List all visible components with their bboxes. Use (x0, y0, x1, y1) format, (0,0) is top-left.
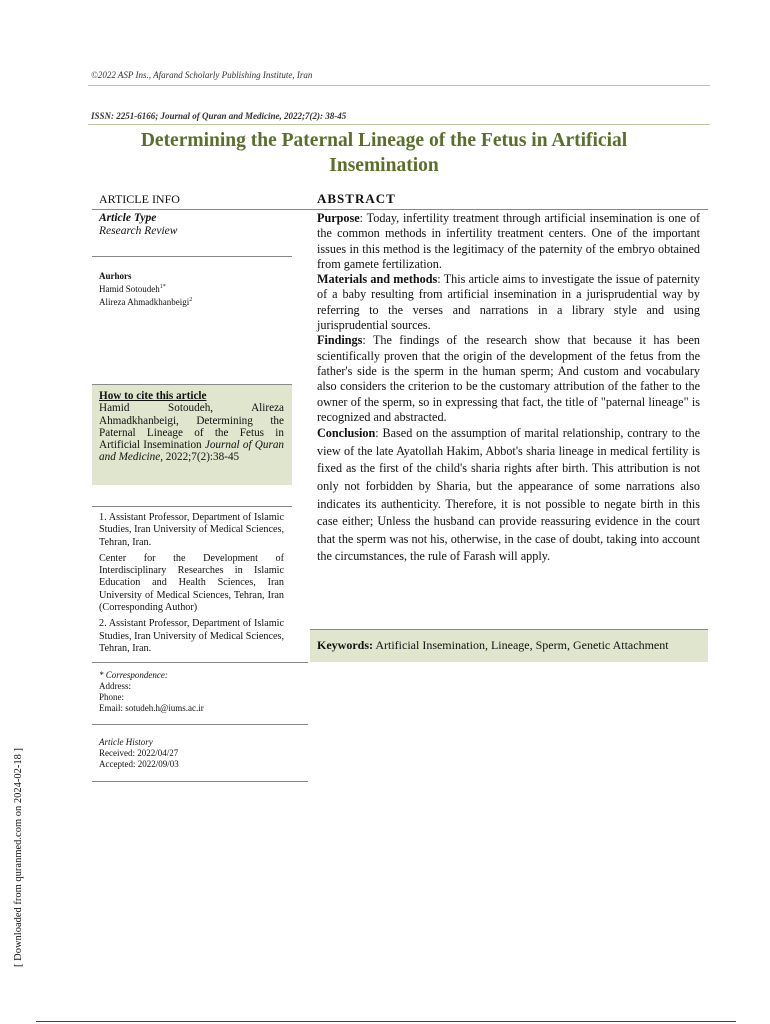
affil-rule (92, 506, 292, 507)
keywords-label: Keywords: (317, 638, 373, 652)
article-info-heading: ARTICLE INFO (99, 192, 180, 206)
download-stamp: [ Downloaded from quranmed.com on 2024-02-18 ] (13, 748, 24, 967)
issn-line: ISSN: 2251-6166; Journal of Quran and Medicine, 2022;7(2): 38-45 (91, 111, 347, 121)
type-rule (92, 256, 292, 257)
authors-label: Aurhors (99, 271, 132, 281)
history-accepted: Accepted: 2022/09/03 (99, 759, 179, 769)
history-label: Article History (99, 737, 153, 747)
article-type-label: Article Type (99, 212, 157, 224)
keywords-line (317, 638, 669, 653)
affiliation-1: 1. Assistant Professor, Department of Islamic Studies, Iran University of Medical Sciences, Tehran, Iran. (99, 512, 284, 548)
author-1: Hamid Sotoudeh$^{1*}$ (99, 284, 166, 294)
abstract-methods: Materials and methods: This article aims to investigate the issue of paternity of a baby resulting from artificial insemination in a jurisprudential way by referring to the verses and narrations in a library style and using jurisprudential sources. (317, 272, 700, 333)
abstract-findings: Findings: The findings of the research show that because it has been scientifically proven that the origin of the development of the fetus from the father's side is the sperm in the human sperm; And custom and vocabulary also considers the criterion to be the customary attribution of the father to the owner of the sperm, so in expressing that fact, the title of "paternal lineage" is recognized and abstracted. (317, 333, 700, 424)
header-rule (88, 85, 710, 86)
corr-rule (92, 662, 308, 663)
affiliation-1b: Center for the Development of Interdisciplinary Researches in Islamic Education and Health Sciences, Iran University of Medical Sciences, Tehran, Iran (Corresponding Author) (99, 552, 284, 614)
abstract-conclusion: Conclusion: Based on the assumption of marital relationship, contrary to the view of the late Ayatollah Hakim, Abbot's sharia lineage in medical fertility is fixed as the first of the child's sharia rights after birth. This attribution is not only not forbidden by Sharia, but the appearance of some narrations also indicates its authenticity. Therefore, it is not possible to negate birth in this case either; Unless the husband can provide reassuring evidence in the court that the sperm was not his, otherwise, in the case of doubt, taking into account the circumstances, the rule of Farash will apply. (317, 426, 700, 564)
affiliations-block (99, 512, 284, 655)
abstract-heading: ABSTRACT (317, 191, 396, 206)
affiliation-2: 2. Assistant Professor, Department of Islamic Studies, Iran University of Medical Sciences, Tehran, Iran. (99, 618, 284, 654)
author-2-sup: 2 (189, 297, 193, 303)
article-type-value: Research Review (99, 225, 178, 237)
cite-journal: Journal of Quran and Medicine (99, 439, 285, 464)
abstract-rule (292, 209, 708, 210)
article-title (88, 128, 680, 178)
history-rule (92, 724, 308, 725)
footer-rule (36, 1021, 736, 1022)
cite-heading: How to cite this article (99, 390, 207, 402)
history-received: Received: 2022/04/27 (99, 748, 179, 758)
article-type (99, 212, 177, 238)
correspondence-block (99, 670, 204, 714)
article-title-line1: Determining the Paternal Lineage of the Fetus in Artificial (140, 130, 628, 151)
keywords-text: Artificial Insemination, Lineage, Sperm, Genetic Attachment (373, 638, 669, 652)
author-2: Alireza Ahmadkhanbeigi$^2$ (99, 297, 193, 307)
cite-tail: , 2022;7(2):38-45 (160, 451, 240, 464)
author-1-sup: 1* (159, 284, 166, 290)
publisher-line: ©2022 ASP Ins., Afarand Scholarly Publishing Institute, Iran (91, 70, 313, 80)
abstract-body (317, 211, 700, 566)
authors-block (99, 271, 192, 308)
correspondence-phone: Phone: (99, 692, 125, 702)
correspondence-email: Email: sotudeh.h@iums.ac.ir (99, 703, 204, 713)
abstract-purpose: Purpose: Today, infertility treatment through artificial insemination is one of the common methods in infertility treatment centers. One of the important issues in this method is the legitimacy of the paternity of the embryo obtained from gamete fertilization. (317, 211, 700, 271)
issn-rule (88, 124, 710, 125)
history-block (99, 737, 179, 770)
article-title-line2: Insemination (329, 155, 439, 176)
correspondence-address: Address: (99, 681, 131, 691)
correspondence-label: * Correspondence: (99, 670, 168, 680)
cite-text: Hamid Sotoudeh, Alireza Ahmadkhanbeigi, Determining the Paternal Lineage of the Fetus in Artificial Insemination (99, 402, 284, 452)
history-bottom-rule (92, 781, 308, 782)
article-info-rule (92, 209, 292, 210)
cite-block (99, 390, 284, 464)
